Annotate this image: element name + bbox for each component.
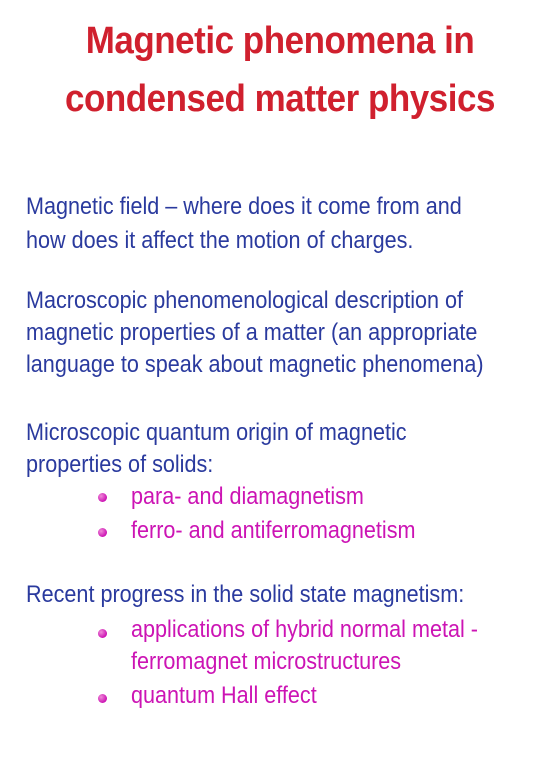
micro-line-1: Microscopic quantum origin of magnetic bbox=[26, 419, 407, 446]
micro-line-2: properties of solids: bbox=[26, 451, 214, 478]
title-line-2: condensed matter physics bbox=[64, 78, 495, 120]
recent-bullet-1: applications of hybrid normal metal - bbox=[131, 616, 478, 643]
macro-line-3: language to speak about magnetic phenomena) bbox=[26, 351, 484, 378]
micro-bullet-1: para- and diamagnetism bbox=[131, 483, 364, 510]
recent-line-1: Recent progress in the solid state magnetism: bbox=[26, 581, 465, 608]
bullet-dot bbox=[98, 528, 107, 537]
bullet-dot bbox=[98, 629, 107, 638]
macro-line-1: Macroscopic phenomenological description of bbox=[26, 287, 464, 314]
title-line-1: Magnetic phenomena in bbox=[85, 20, 475, 62]
macro-line-2: magnetic properties of a matter (an appropriate bbox=[26, 319, 478, 346]
recent-bullet-1-cont: ferromagnet microstructures bbox=[131, 648, 402, 675]
field-line-1: Magnetic field – where does it come from and bbox=[26, 193, 462, 220]
field-line-2: how does it affect the motion of charges. bbox=[26, 227, 414, 254]
micro-bullet-2: ferro- and antiferromagnetism bbox=[131, 517, 416, 544]
bullet-dot bbox=[98, 694, 107, 703]
recent-bullet-2: quantum Hall effect bbox=[131, 682, 317, 709]
bullet-dot bbox=[98, 493, 107, 502]
